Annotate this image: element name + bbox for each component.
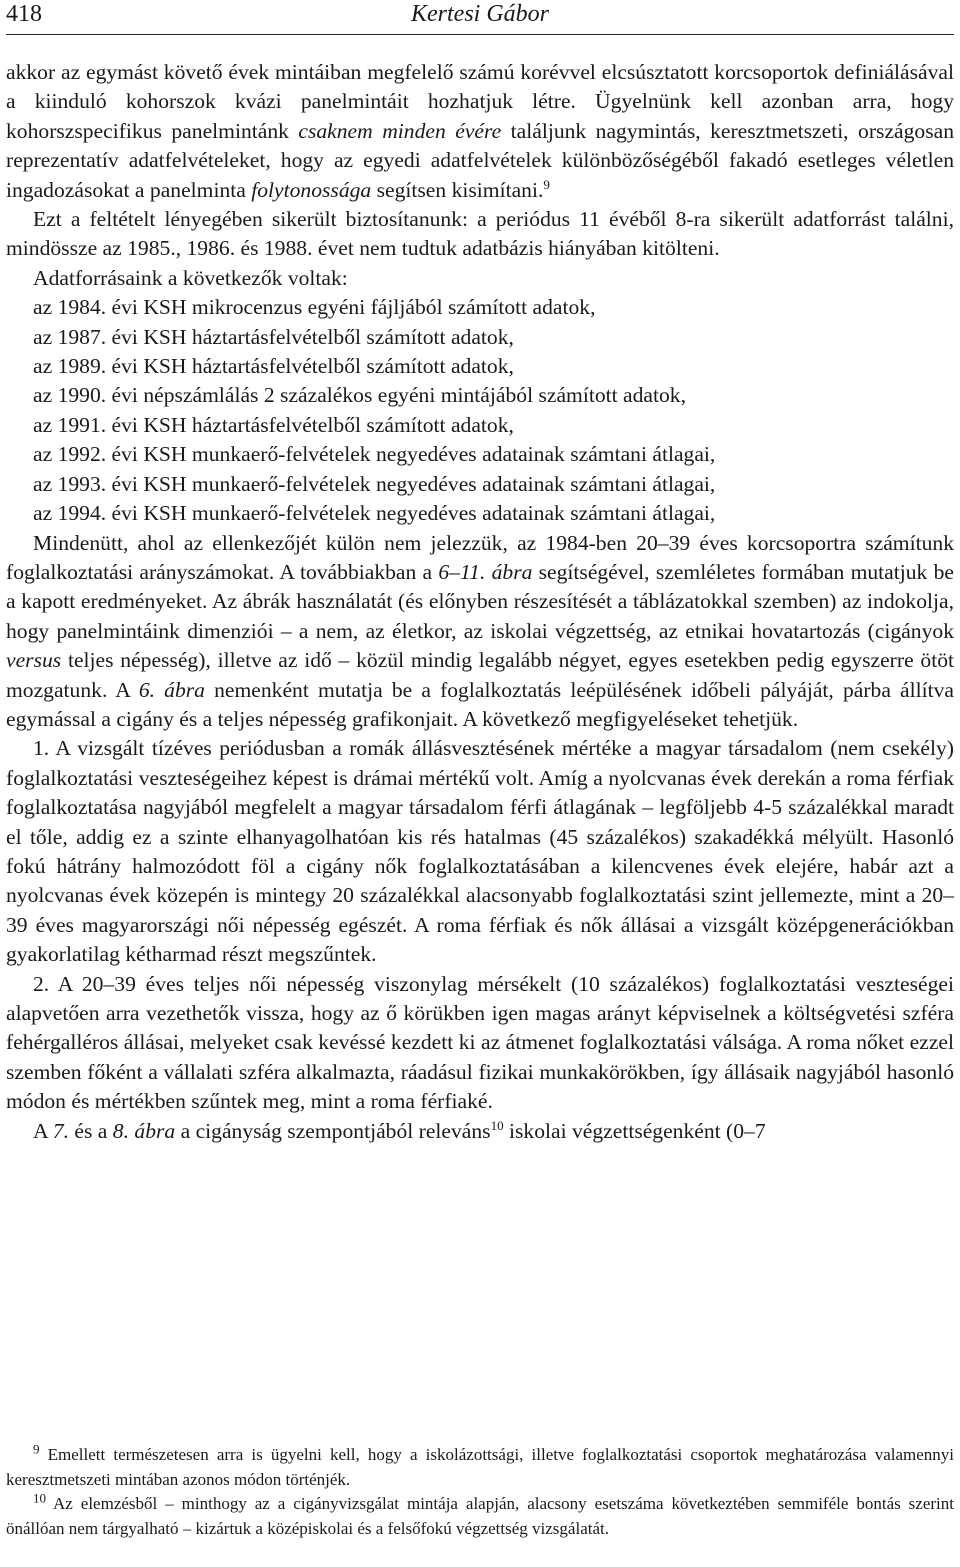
emphasis: versus [6,648,62,673]
body-text [6,58,954,1146]
paragraph: 1. A vizsgált tízéves periódusban a romák állásvesztésének mértéke a magyar társadalom (nem csekély) foglalkoztatási veszteségeihez képest is drámai mértékű volt. Amíg a nyolcvanas évek derekán a roma férfiak foglalkoztatása nagyjából megfelelt a magyar társadalom férfi átlagának – legföljebb 4-5 százalékkal maradt el tőle, addig ez a szinte elhanyagolhatóan kis rés hatalmas (45 százalékos) szakadékká mélyült. Hasonló fokú hátrány halmozódott föl a cigány nők foglalkoztatásában a kilencvenes évek elejére, habár azt a nyolcvanas évek közepén is mintegy 20 százalékkal alacsonyabb foglalkoztatási szint jellemezte, mint a 20–39 éves magyarországi női népesség egészét. A roma férfiak és nők állásai a vizsgált középgenerációkban gyakorlatilag kétharmad részt megszűntek. [6,736,954,967]
running-head: Kertesi Gábor [411,1,549,27]
footnote-ref[interactable]: 9 [543,176,550,192]
paragraph: Adatforrásaink a következők voltak: [33,265,348,290]
list-item: az 1993. évi KSH munkaerő-felvételek negyedéves adatainak számtani átlagai, [33,471,716,496]
footnotes [6,1443,954,1541]
footnote-number: 10 [33,1490,46,1506]
emphasis: csaknem minden évére [298,118,502,143]
footnote [6,1492,954,1541]
list-item: az 1989. évi KSH háztartásfelvételből számított adatok, [33,354,514,379]
list-item: az 1994. évi KSH munkaerő-felvételek negyedéves adatainak számtani átlagai, [33,501,716,526]
figure-ref: 7. [52,1118,70,1143]
list-item: az 1991. évi KSH háztartásfelvételből számított adatok, [33,412,514,437]
paragraph: Mindenütt, ahol az ellenkezőjét külön nem jelezzük, az 1984-ben 20–39 éves korcsoportra számítunk foglalkoztatási arányszámokat. A továbbiakban a 6–11. ábra segítségével, szemléletes formában mutatjuk be a kapott eredményeket. Az ábrák használatát (és előnyben részesítését a táblázatokkal szemben) az indokolja, hogy panelmintáink dimenziói – a nem, az életkor, az iskolai végzettség, az etnikai hovatartozás (cigányok versus teljes népesség), illetve az idő – közül mindig legalább négyet, egyes esetekben pedig egyszerre ötöt mozgatunk. A 6. ábra nemenként mutatja be a foglalkoztatás leépülésének időbeli pályáját, párba állítva egymással a cigány és a teljes népesség grafikonjait. A következő megfigyeléseket tehetjük. [6,530,954,731]
figure-ref: 8. ábra [112,1118,176,1143]
paragraph: 2. A 20–39 éves teljes női népesség viszonylag mérsékelt (10 százalékos) foglalkoztatási veszteségei alapvetően arra vezethetők vissza, hogy az ő körükben igen magas arányt képviselnek a költségvetési szféra fehérgalléros állásai, melyeket csak kevéssé kezdett ki az átmenet foglalkoztatási válsága. A roma nőket ezzel szemben főként a vállalati szféra alkalmazta, ráadásul fizikai munkakörökben, így állásaik nagyjából hasonló módon és mértékben szűntek meg, mint a roma férfiaké. [6,971,954,1114]
page-number: 418 [6,1,42,27]
footnote-ref[interactable]: 10 [490,1117,504,1133]
footnote [6,1443,954,1492]
list-item: az 1984. évi KSH mikrocenzus egyéni fájljából számított adatok, [33,295,596,320]
header-rule [6,34,954,35]
emphasis: folytonossága [251,177,372,202]
page-header [6,0,954,34]
figure-ref: 6–11. ábra [438,559,533,584]
paragraph: Ezt a feltételt lényegében sikerült biztosítanunk: a periódus 11 évéből 8-ra sikerült adatforrást találni, mindössze az 1985., 1986. és 1988. évet nem tudtuk adatbázis hiányában kitölteni. [6,207,954,261]
source-list [6,293,954,528]
footnote-text: Az elemzésből – minthogy az a cigányvizsgálat mintája alapján, alacsony esetszáma következtében semmiféle bontás szerint önállóan nem tárgyalható – kizártuk a középiskolai és a felsőfokú végzettség vizsgálatát. [6,1494,954,1538]
paragraph: A 7. és a 8. ábra a cigányság szempontjából releváns$^{10}$ iskolai végzettségenként (0–7 [33,1117,766,1143]
figure-ref: 6. ábra [138,677,205,702]
paragraph: akkor az egymást követő évek mintáiban megfelelő számú korévvel elcsúsztatott korcsoportok definiálásával a kiinduló kohorszok kvázi panelmintáit hozhatjuk létre. Ügyelnünk kell azonban arra, hogy kohorszspecifikus panelmintánk csaknem minden évére találjunk nagymintás, keresztmetszeti, országosan reprezentatív adatfelvételeket, hogy az egyedi adatfelvételek különbözőségéből fakadó esetleges véletlen ingadozásokat a panelminta folytonossága segítsen kisimítani.$^9$ [6,60,954,202]
footnote-number: 9 [33,1441,40,1457]
footnote-text: Emellett természetesen arra is ügyelni kell, hogy a iskolázottsági, illetve foglalkoztatási csoportok meghatározása valamennyi keresztmetszeti mintában azonos módon történjék. [6,1445,954,1489]
list-item: az 1990. évi népszámlálás 2 százalékos egyéni mintájából számított adatok, [33,383,686,408]
list-item: az 1987. évi KSH háztartásfelvételből számított adatok, [33,324,514,349]
list-item: az 1992. évi KSH munkaerő-felvételek negyedéves adatainak számtani átlagai, [33,442,716,467]
